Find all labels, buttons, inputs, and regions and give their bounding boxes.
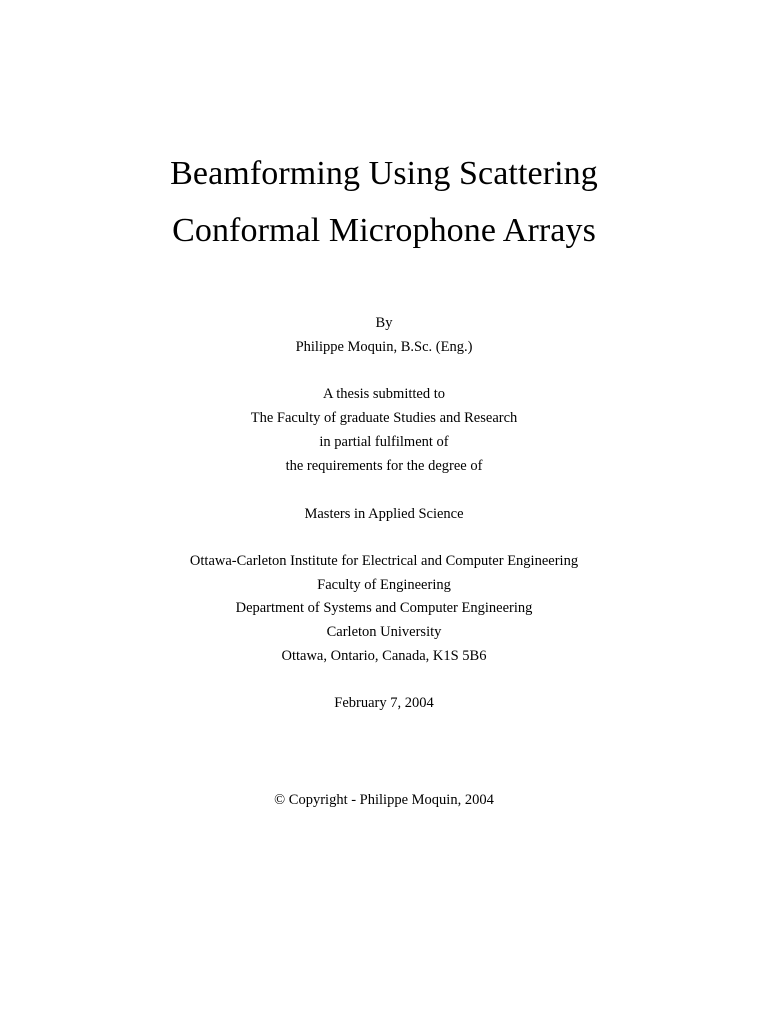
institution-line-4: Carleton University xyxy=(326,624,442,640)
submission-line-4: the requirements for the degree of xyxy=(285,458,483,474)
by-label: By xyxy=(375,315,393,331)
submission-line-2: The Faculty of graduate Studies and Research xyxy=(250,410,518,426)
submission-line-3: in partial fulfilment of xyxy=(319,434,449,450)
author-name: Philippe Moquin, B.Sc. (Eng.) xyxy=(295,339,473,355)
submission-date: February 7, 2004 xyxy=(334,695,434,711)
institution-line-1: Ottawa-Carleton Institute for Electrical and Computer Engineering xyxy=(189,553,579,569)
thesis-title-line-1: Beamforming Using Scattering xyxy=(170,155,598,192)
institution-line-3: Department of Systems and Computer Engineering xyxy=(235,600,533,616)
degree-name: Masters in Applied Science xyxy=(304,506,464,522)
institution-line-5: Ottawa, Ontario, Canada, K1S 5B6 xyxy=(281,648,487,664)
thesis-title-line-2: Conformal Microphone Arrays xyxy=(172,212,596,249)
institution-line-2: Faculty of Engineering xyxy=(317,577,451,593)
submission-line-1: A thesis submitted to xyxy=(322,386,446,402)
copyright-notice: © Copyright - Philippe Moquin, 2004 xyxy=(274,792,494,808)
